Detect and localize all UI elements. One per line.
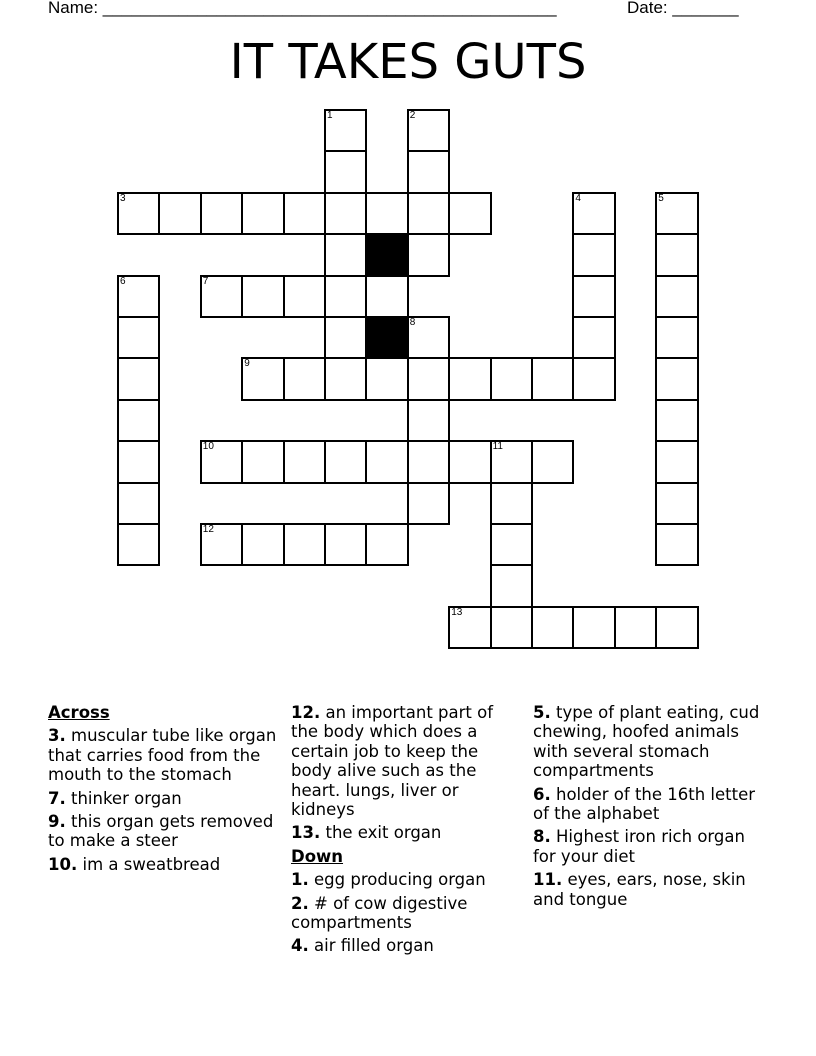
clue-down-4: 4. air filled organ bbox=[291, 936, 434, 956]
grid-cell[interactable] bbox=[242, 358, 283, 399]
grid-cell[interactable] bbox=[491, 524, 532, 565]
puzzle-title: IT TAKES GUTS bbox=[229, 34, 587, 90]
grid-cell[interactable] bbox=[201, 524, 242, 565]
grid-cell[interactable] bbox=[366, 358, 407, 399]
grid-cell[interactable] bbox=[118, 193, 159, 234]
grid-cell[interactable] bbox=[656, 358, 697, 399]
grid-cell[interactable] bbox=[325, 276, 366, 317]
clue-across-10: 10. im a sweatbread bbox=[48, 854, 221, 874]
clue-down-1: 1. egg producing organ bbox=[291, 870, 486, 890]
grid-cell[interactable] bbox=[491, 483, 532, 524]
grid-cell[interactable] bbox=[573, 193, 614, 234]
clue-down-2: 2. # of cow digestive compartments bbox=[291, 893, 468, 933]
grid-cell[interactable] bbox=[656, 441, 697, 482]
grid-cell[interactable] bbox=[656, 524, 697, 565]
grid-block-cell bbox=[366, 234, 407, 275]
grid-cell[interactable] bbox=[366, 276, 407, 317]
grid-cell[interactable] bbox=[325, 317, 366, 358]
grid-cell[interactable] bbox=[656, 400, 697, 441]
grid-cell[interactable] bbox=[284, 441, 325, 482]
grid-cell[interactable] bbox=[118, 483, 159, 524]
grid-cell[interactable] bbox=[201, 441, 242, 482]
grid-cell[interactable] bbox=[284, 358, 325, 399]
grid-cell[interactable] bbox=[408, 234, 449, 275]
grid-cell[interactable] bbox=[366, 441, 407, 482]
grid-cell[interactable] bbox=[408, 483, 449, 524]
grid-cell[interactable] bbox=[118, 400, 159, 441]
grid-cell[interactable] bbox=[491, 441, 532, 482]
clue-number: 2 bbox=[409, 110, 416, 121]
grid-cell[interactable] bbox=[408, 358, 449, 399]
grid-cell[interactable] bbox=[656, 483, 697, 524]
grid-cell[interactable] bbox=[366, 193, 407, 234]
clue-across-12: 12. an important part of the body which does a certain job to keep the body alive such as the heart. lungs, liver or kidneys bbox=[291, 703, 494, 820]
grid-cell[interactable] bbox=[284, 193, 325, 234]
clue-number: 4 bbox=[575, 192, 581, 204]
grid-cell[interactable] bbox=[656, 193, 697, 234]
grid-cell[interactable] bbox=[118, 524, 159, 565]
grid-cell[interactable] bbox=[118, 317, 159, 358]
grid-cell[interactable] bbox=[242, 276, 283, 317]
grid-cell[interactable] bbox=[325, 441, 366, 482]
grid-cell[interactable] bbox=[573, 358, 614, 399]
grid-cell[interactable] bbox=[118, 276, 159, 317]
grid-cell[interactable] bbox=[325, 234, 366, 275]
grid-cell[interactable] bbox=[325, 151, 366, 192]
clue-number: 12 bbox=[202, 524, 214, 535]
grid-cell[interactable] bbox=[242, 193, 283, 234]
clue-column-1 bbox=[48, 703, 278, 878]
grid-cell[interactable] bbox=[573, 234, 614, 275]
date-field[interactable]: Date: _______ bbox=[627, 0, 739, 17]
grid-cell[interactable] bbox=[408, 110, 449, 151]
grid-cell[interactable] bbox=[408, 151, 449, 192]
grid-cell[interactable] bbox=[532, 358, 573, 399]
grid-cell[interactable] bbox=[573, 317, 614, 358]
grid-cell[interactable] bbox=[118, 358, 159, 399]
clue-across-13: 13. the exit organ bbox=[291, 823, 442, 843]
clue-number: 13 bbox=[451, 606, 463, 618]
clue-across-7: 7. thinker organ bbox=[48, 788, 182, 808]
grid-cell[interactable] bbox=[491, 358, 532, 399]
grid-cell[interactable] bbox=[325, 358, 366, 399]
grid-cell[interactable] bbox=[201, 193, 242, 234]
clue-number: 1 bbox=[327, 110, 333, 121]
grid-cell[interactable] bbox=[449, 193, 490, 234]
grid-cell[interactable] bbox=[325, 110, 366, 151]
grid-cell[interactable] bbox=[449, 607, 490, 648]
clue-column-2 bbox=[291, 703, 521, 960]
grid-cell[interactable] bbox=[159, 193, 200, 234]
clue-number: 9 bbox=[244, 358, 250, 370]
clue-number: 6 bbox=[120, 275, 126, 287]
grid-cell[interactable] bbox=[242, 441, 283, 482]
grid-cell[interactable] bbox=[408, 193, 449, 234]
name-field[interactable]: Name: ________________________________________________ bbox=[48, 0, 557, 17]
grid-cell[interactable] bbox=[201, 276, 242, 317]
grid-cell[interactable] bbox=[573, 276, 614, 317]
clue-number: 11 bbox=[492, 441, 503, 453]
clue-number: 10 bbox=[202, 441, 214, 453]
grid-cell[interactable] bbox=[532, 607, 573, 648]
grid-cell[interactable] bbox=[408, 317, 449, 358]
clue-across-9: 9. this organ gets removed to make a steer bbox=[48, 812, 274, 851]
clue-number: 3 bbox=[120, 192, 126, 204]
clue-across-3: 3. muscular tube like organ that carries food from the mouth to the stomach bbox=[48, 726, 277, 785]
clue-down-5: 5. type of plant eating, cud chewing, hoofed animals with several stomach compartments bbox=[533, 703, 760, 781]
grid-cell[interactable] bbox=[656, 607, 697, 648]
grid-cell[interactable] bbox=[325, 524, 366, 565]
grid-cell[interactable] bbox=[656, 276, 697, 317]
clue-number: 8 bbox=[409, 317, 416, 328]
grid-cell[interactable] bbox=[408, 441, 449, 482]
clue-down-11: 11. eyes, ears, nose, skin and tongue bbox=[533, 870, 746, 909]
grid-cell[interactable] bbox=[573, 607, 614, 648]
grid-cell[interactable] bbox=[118, 441, 159, 482]
grid-cell[interactable] bbox=[284, 276, 325, 317]
grid-cell[interactable] bbox=[656, 234, 697, 275]
grid-cell[interactable] bbox=[491, 565, 532, 606]
down-heading: Down bbox=[291, 846, 344, 866]
clue-number: 5 bbox=[658, 192, 664, 204]
grid-cell[interactable] bbox=[449, 441, 490, 482]
clue-number: 7 bbox=[202, 275, 209, 287]
grid-cell[interactable] bbox=[242, 524, 283, 565]
across-heading: Across bbox=[48, 703, 110, 722]
grid-cell[interactable] bbox=[284, 524, 325, 565]
grid-cell[interactable] bbox=[532, 441, 573, 482]
grid-cell[interactable] bbox=[408, 400, 449, 441]
grid-cell[interactable] bbox=[325, 193, 366, 234]
grid-cell[interactable] bbox=[656, 317, 697, 358]
grid-cell[interactable] bbox=[491, 607, 532, 648]
grid-cell[interactable] bbox=[366, 524, 407, 565]
grid-block-cell bbox=[366, 317, 407, 358]
grid-cell[interactable] bbox=[615, 607, 656, 648]
clue-down-8: 8. Highest iron rich organ for your diet bbox=[533, 827, 745, 866]
clue-down-6: 6. holder of the 16th letter of the alphabet bbox=[533, 784, 756, 824]
clue-column-3 bbox=[533, 703, 763, 913]
grid-cell[interactable] bbox=[449, 358, 490, 399]
